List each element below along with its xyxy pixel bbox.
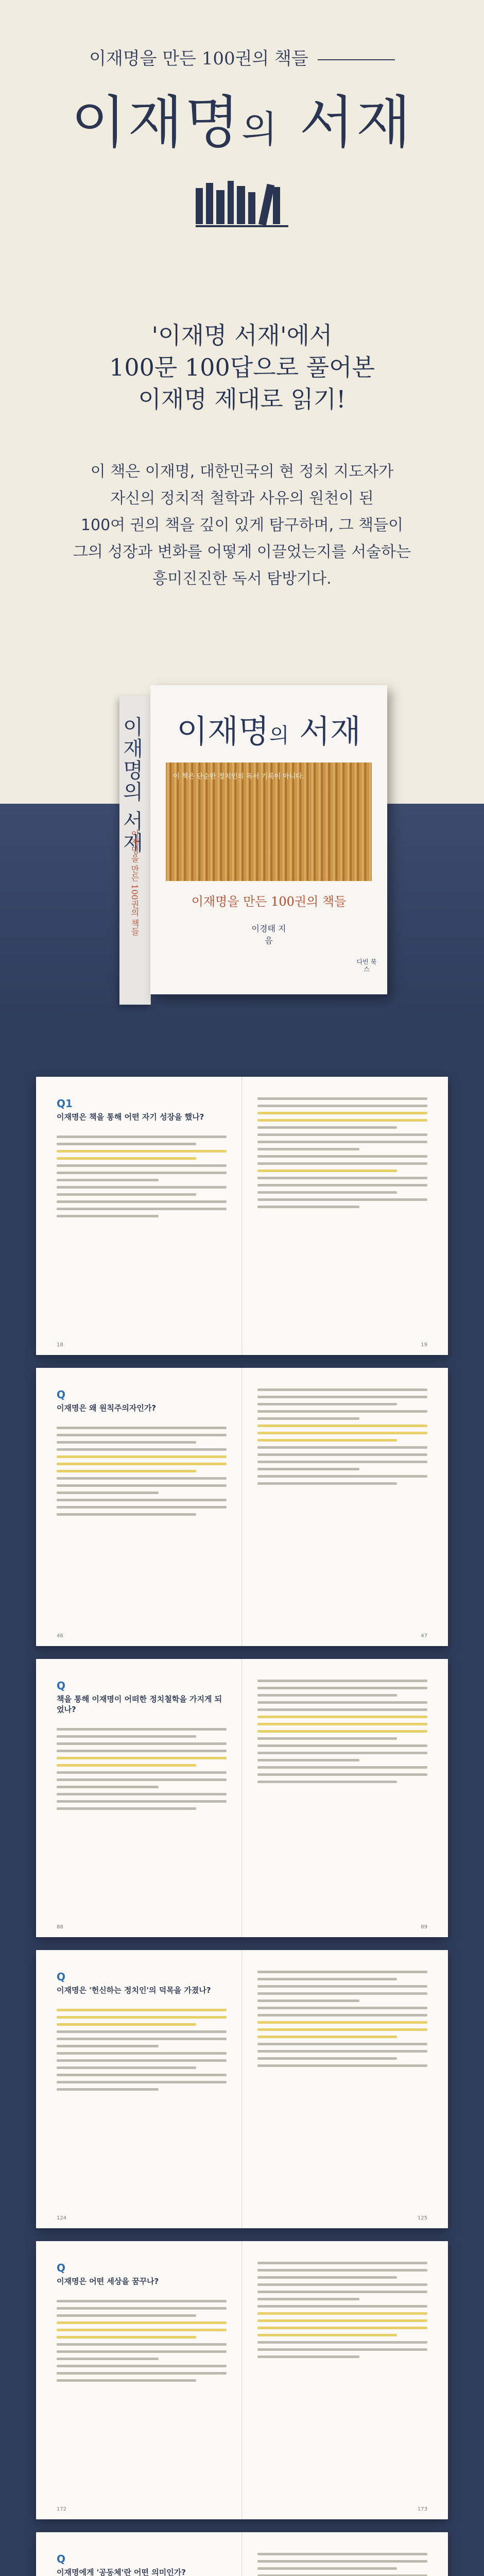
spread-gutter xyxy=(241,2241,243,2519)
spread-5 xyxy=(36,2241,448,2519)
page-number-right: 89 xyxy=(421,1924,427,1930)
question-number: Q xyxy=(57,2553,66,2565)
hero-title-part1: 이재명 xyxy=(71,90,241,156)
cover-subtitle: 이재명을 만든 100권의 책들 xyxy=(191,894,347,909)
spread-right-page xyxy=(257,1680,427,1922)
book-cover-3d xyxy=(119,685,387,1005)
hero-kicker-text: 이재명을 만든 100권의 책들 xyxy=(89,48,308,69)
spread-right-page xyxy=(257,2553,427,2576)
cover-book-edges-image xyxy=(166,762,372,881)
description-line: 자신의 정치적 철학과 사유의 원천이 된 xyxy=(110,489,374,507)
spread-gutter xyxy=(241,1950,243,2228)
cover-title-part3: 서재 xyxy=(289,713,361,750)
cover-title xyxy=(150,706,387,752)
spine-subtitle: 이재명을 만든 100권의 책들 xyxy=(130,829,140,936)
description-line: 100여 권의 책을 깊이 있게 탐구하며, 그 책들이 xyxy=(80,516,404,534)
question-title: 이재명은 책을 통해 어떤 자기 성장을 했나? xyxy=(57,1112,204,1122)
spread-right-page xyxy=(257,1097,427,1340)
spread-right-page xyxy=(257,2262,427,2504)
cover-title-part1: 이재명 xyxy=(177,713,269,750)
hero-title xyxy=(0,77,484,159)
page-number-right: 125 xyxy=(417,2215,427,2221)
spread-right-page xyxy=(257,1388,427,1631)
book-section xyxy=(0,618,484,1030)
question-title: 이재명은 어떤 세상을 꿈꾸나? xyxy=(57,2277,159,2286)
spread-gutter xyxy=(241,2532,243,2576)
hero-title-part3: 서재 xyxy=(279,90,413,156)
books-icon xyxy=(196,178,288,224)
question-title: 이재명은 왜 원칙주의자인가? xyxy=(57,1403,157,1413)
page-number-left: 46 xyxy=(57,1633,63,1639)
spread-left-page xyxy=(57,2262,227,2504)
question-number: Q1 xyxy=(57,1097,73,1110)
headline-line: '이재명 서재'에서 xyxy=(151,321,333,349)
spread-3 xyxy=(36,1659,448,1937)
hero-description xyxy=(36,459,448,592)
page-number-left: 18 xyxy=(57,1342,63,1348)
spread-4 xyxy=(36,1950,448,2228)
headline-line: 100문 100답으로 풀어본 xyxy=(109,353,375,381)
question-number: Q xyxy=(57,1388,66,1401)
cover-title-part2: 의 xyxy=(269,724,289,748)
hero-title-part2: 의 xyxy=(241,108,280,151)
question-title: 이재명에게 '공동체'란 어떤 의미인가? xyxy=(57,2568,186,2576)
spread-gutter xyxy=(241,1077,243,1355)
hero-kicker xyxy=(62,44,422,70)
page-spreads-section xyxy=(0,1030,484,2576)
kicker-rule xyxy=(318,59,395,60)
hero-headline xyxy=(0,319,484,415)
question-title: 이재명은 '헌신하는 정치인'의 덕목을 가졌나? xyxy=(57,1986,211,1995)
spread-6 xyxy=(36,2532,448,2576)
spread-left-page xyxy=(57,1680,227,1922)
book-spine xyxy=(119,696,151,1005)
spread-1 xyxy=(36,1077,448,1355)
spine-title: 이재명의 서재 xyxy=(119,716,143,854)
publisher-logo: 다빈 북스 xyxy=(356,958,377,973)
description-line: 흥미진진한 독서 탐방기다. xyxy=(152,570,332,588)
headline-line: 이재명 제대로 읽기! xyxy=(138,385,346,413)
cover-author: 이경태 지음 xyxy=(251,924,286,945)
spread-left-page xyxy=(57,1097,227,1340)
page-number-left: 124 xyxy=(57,2215,67,2221)
spread-right-page xyxy=(257,1971,427,2213)
description-line: 이 책은 이재명, 대한민국의 현 정치 지도자가 xyxy=(90,463,394,481)
description-line: 그의 성장과 변화를 어떻게 이끌었는지를 서술하는 xyxy=(73,543,411,561)
book-front-cover xyxy=(150,685,387,994)
spread-left-page xyxy=(57,2553,227,2576)
spread-gutter xyxy=(241,1659,243,1937)
page-number-right: 47 xyxy=(421,1633,427,1639)
page-number-right: 19 xyxy=(421,1342,427,1348)
spread-2 xyxy=(36,1368,448,1646)
spread-gutter xyxy=(241,1368,243,1646)
question-title: 책을 통해 이재명이 어떠한 정치철학을 가지게 되었나? xyxy=(57,1694,222,1714)
question-number: Q xyxy=(57,1971,66,1983)
page-number-left: 172 xyxy=(57,2506,67,2512)
spread-left-page xyxy=(57,1971,227,2213)
question-number: Q xyxy=(57,2262,66,2274)
spread-left-page xyxy=(57,1388,227,1631)
page-number-left: 88 xyxy=(57,1924,63,1930)
question-number: Q xyxy=(57,1680,66,1692)
page-number-right: 173 xyxy=(417,2506,427,2512)
cover-tagline: 이 책은 단순한 정치인의 독서 기록이 아니다. xyxy=(173,773,304,781)
